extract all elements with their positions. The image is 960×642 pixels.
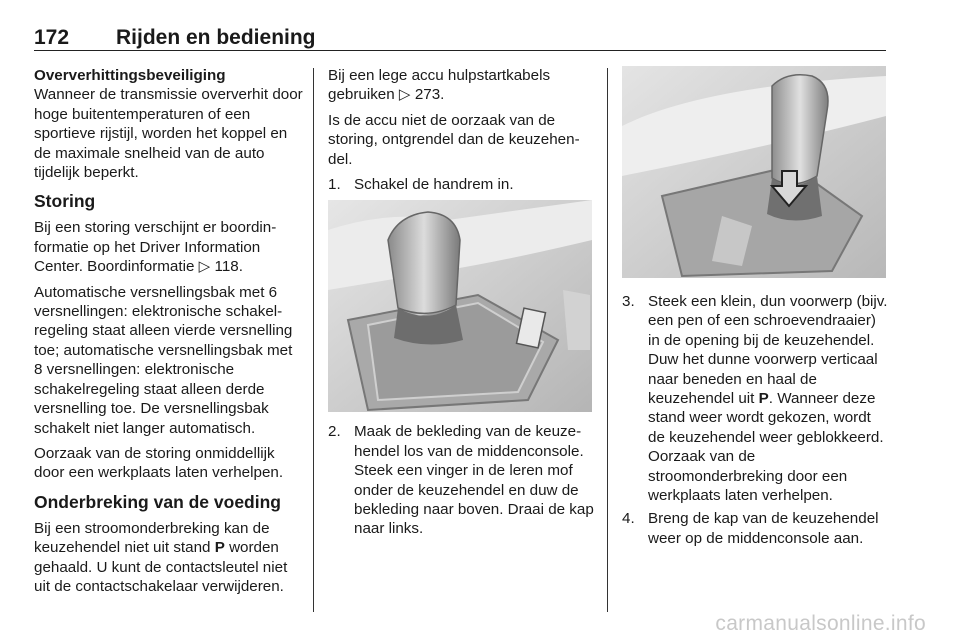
power-heading: Onderbreking van de voeding <box>34 491 281 512</box>
fault-text-3: Oorzaak van de storing onmiddellijk door een werkplaats laten verhelpen. <box>34 444 284 482</box>
step-2 <box>328 422 594 538</box>
page-header <box>34 24 886 51</box>
watermark: carmanualsonline.info <box>715 612 926 635</box>
overheat-text: Wanneer de transmissie oververhit door hoge buitentemperaturen of een sportieve rijstijl, worden het koppel en de maximale snelheid van de auto tijdelijk beperkt. <box>34 86 303 182</box>
column-middle <box>328 66 594 543</box>
step-text: Steek een klein, dun voorwerp (bijv. een pen of een schroevendraaier) in de opening bij de keuzehendel. Duw het dunne voorwerp verticaal naar beneden en haal de keuzehendel uit P. Wanneer deze stand weer wordt gekozen, wordt de keuzehendel weer geblokkeerd. Oorzaak van de stroomonderbreking door een werkplaats laten verhelpen. <box>648 293 888 505</box>
step-text: Breng de kap van de keuzehendel weer op de middenconsole aan. <box>648 510 879 547</box>
step-4 <box>622 509 888 548</box>
intro-text-1: Bij een lege accu hulpstartkabels gebruiken ▷ 273. <box>328 67 551 104</box>
gear-lever-illustration-1 <box>328 200 592 412</box>
step-number: 1. <box>328 176 341 194</box>
step-text: Schakel de handrem in. <box>354 176 514 194</box>
page-number: 172 <box>34 26 70 49</box>
fault-text-1: Bij een storing verschijnt er boordinformatie op het Driver Information Center. Boordinformatie ▷ 118. <box>34 219 277 276</box>
overheat-heading: Oververhittingsbeveiliging <box>34 67 226 84</box>
step-number: 3. <box>622 293 635 310</box>
column-divider <box>607 68 608 612</box>
fault-text-2: Automatische versnellingsbak met 6 versnellingen: elektronische schakelregeling staat alleen vierde versnelling toe; automatische versnellingsbak met 8 versnellingen: elektronische schakelregeling staat alleen derde versnelling toe. De versnellingsbak schakelt niet langer automatisch. <box>34 283 293 437</box>
step-3 <box>622 292 888 505</box>
gear-lever-illustration-2 <box>622 66 886 278</box>
power-text: Bij een stroomonderbreking kan de keuzehendel niet uit stand P worden gehaald. U kunt de contactsleutel niet uit de contactschakelaar verwijderen. <box>34 519 288 595</box>
step-1 <box>328 175 594 194</box>
column-left <box>34 66 304 602</box>
step-number: 2. <box>328 423 341 441</box>
step-text: Maak de bekleding van de keuzehendel los van de middenconsole. Steek een vinger in de leren mof onder de keuzehendel en duw de bekleding naar boven. Draai de kap naar links. <box>354 423 594 538</box>
page-title: Rijden en bediening <box>116 26 316 49</box>
step-number: 4. <box>622 510 635 528</box>
column-divider <box>313 68 314 612</box>
column-right <box>622 66 888 552</box>
intro-text-2: Is de accu niet de oorzaak van de storing, ontgrendel dan de keuzehendel. <box>328 111 580 168</box>
fault-heading: Storing <box>34 191 96 212</box>
